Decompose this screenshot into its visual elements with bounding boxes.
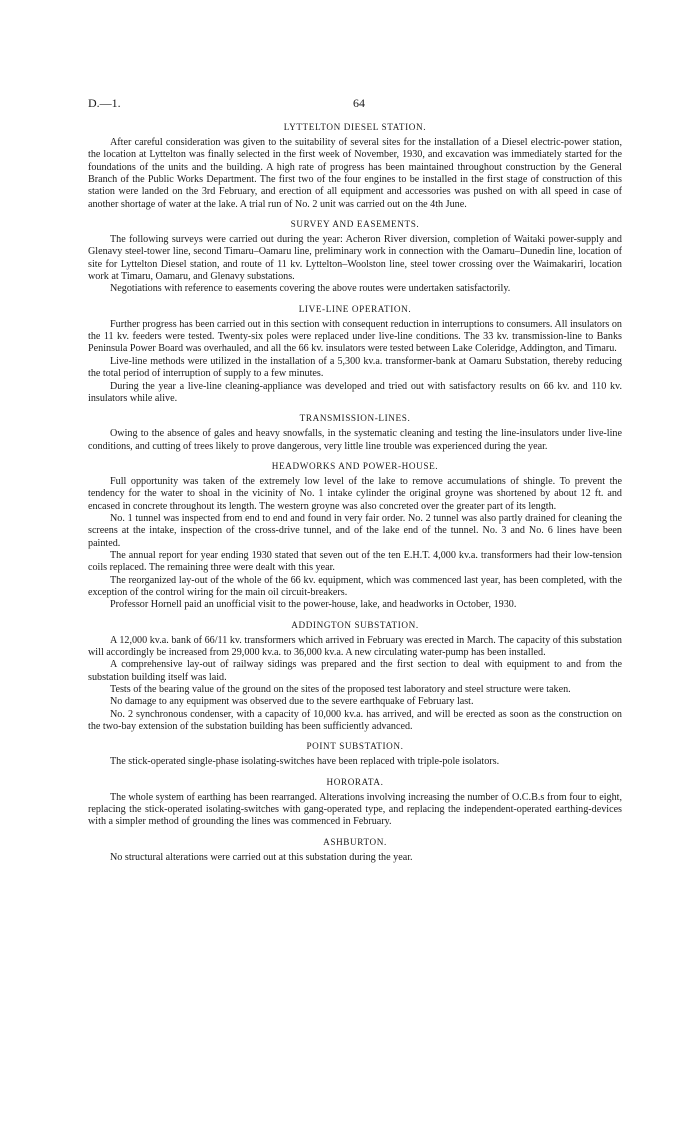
paragraph: No. 2 synchronous condenser, with a capacity of 10,000 kv.a. has arrived, and will be erected as soon as the construction on the two-bay extension of the substation building has been sufficiently advanced.: [88, 708, 622, 733]
document-page: [88, 96, 622, 864]
section-heading: ADDINGTON SUBSTATION.: [291, 619, 419, 630]
section-survey-and-easements: [88, 218, 622, 296]
paragraph: Professor Hornell paid an unofficial visit to the power-house, lake, and headworks in October, 1930.: [110, 599, 517, 611]
section-hororata: [88, 776, 622, 829]
section-lyttelton-diesel-station: [88, 121, 622, 211]
paragraph: The following surveys were carried out during the year: Acheron River diversion, completion of Waitaki power-supply and Glenavy steel-tower line, second Timaru–Oamaru line, preliminary work in connection with the Oamaru–Dunedin line, location of site for Lyttelton Diesel station, and route of 11 kv. Lyttelton–Woolston line, steel tower crossing over the Waimakariri, location work at Timaru, Oamaru, and Glenavy substations.: [88, 234, 622, 283]
section-heading: LYTTELTON DIESEL STATION.: [283, 122, 427, 132]
section-ashburton: [88, 836, 622, 864]
section-heading: HORORATA.: [326, 776, 384, 787]
document-reference: D.—1.: [88, 96, 121, 110]
section-headworks-and-power-house: [88, 460, 622, 612]
paragraph: After careful consideration was given to the suitability of several sites for the installation of a Diesel electric-power station, the location at Lyttelton was finally selected in the first week of November, 1930, and excavation was immediately started for the foundations of the units and the building. A high rate of progress has been maintained throughout construction by the General Branch of the Public Works Department. The first two of the four engines to be installed in the first stage of construction of this station were landed on the 3rd February, and erection of all equipment and accessories was pushed on with all speed in case of another shortage of water at the lake. A trial run of No. 2 unit was carried out on the 4th June.: [88, 137, 622, 210]
paragraph: The stick-operated single-phase isolating-switches have been replaced with triple-pole isolators.: [110, 756, 500, 768]
page-header: [88, 96, 622, 114]
section-heading: SURVEY AND EASEMENTS.: [290, 219, 420, 230]
section-point-substation: [88, 740, 622, 768]
section-heading: ASHBURTON.: [323, 836, 387, 847]
paragraph: The annual report for year ending 1930 stated that seven out of the ten E.H.T. 4,000 kv.a. transformers had their low-tension coils replaced. The remaining three were dealt with this year.: [88, 549, 622, 574]
paragraph: Owing to the absence of gales and heavy snowfalls, in the systematic cleaning and testing the line-insulators under live-line conditions, and cutting of trees likely to prove dangerous, very little line trouble was experienced during the year.: [88, 428, 622, 452]
paragraph: Full opportunity was taken of the extremely low level of the lake to remove accumulations of shingle. To prevent the tendency for the water to shoal in the vicinity of No. 1 intake cylinder the original groyne was shortened by about 12 ft. and encased in concrete throughout its length. The western groyne was also concreted over the greater part of its length.: [88, 475, 622, 512]
paragraph: Further progress has been carried out in this section with consequent reduction in interruptions to consumers. All insulators on the 11 kv. feeders were tested. Twenty-six poles were replaced under live-line conditions. The 33 kv. transmission-line to Banks Peninsula Power Board was overhauled, and all the 66 kv. insulators were tested between Lake Coleridge, Addington, and Timaru.: [88, 318, 622, 355]
paragraph: No damage to any equipment was observed due to the severe earthquake of February last.: [110, 696, 474, 708]
section-addington-substation: [88, 619, 622, 734]
section-heading: HEADWORKS AND POWER-HOUSE.: [271, 460, 439, 471]
section-heading: LIVE-LINE OPERATION.: [298, 303, 412, 314]
paragraph: No. 1 tunnel was inspected from end to end and found in very fair order. No. 2 tunnel was also partly drained for cleaning the screens at the intake, inspection of the cross-drive tunnel, and of the lake end of the tunnel. No. 3 and No. 6 lines have been painted.: [88, 512, 622, 549]
section-heading: POINT SUBSTATION.: [306, 741, 404, 752]
paragraph: During the year a live-line cleaning-appliance was developed and tried out with satisfactory results on 66 kv. and 110 kv. insulators while alive.: [88, 380, 622, 404]
paragraph: A 12,000 kv.a. bank of 66/11 kv. transformers which arrived in February was erected in March. The capacity of this substation will accordingly be increased from 29,000 kv.a. to 36,000 kv.a. A new circulating water-pump has been installed.: [88, 634, 622, 658]
paragraph: A comprehensive lay-out of railway sidings was prepared and the first section to deal with equipment to and from the substation building itself was laid.: [88, 659, 622, 683]
section-transmission-lines: [88, 412, 622, 453]
paragraph: Live-line methods were utilized in the installation of a 5,300 kv.a. transformer-bank at Oamaru Substation, thereby reducing the total period of interruption of supply to a few minutes.: [88, 355, 622, 380]
section-heading: TRANSMISSION-LINES.: [299, 413, 411, 424]
paragraph: No structural alterations were carried out at this substation during the year.: [110, 851, 413, 863]
page-number: 64: [353, 96, 365, 110]
paragraph: The whole system of earthing has been rearranged. Alterations involving increasing the number of O.C.B.s from four to eight, replacing the stick-operated isolating-switches with gang-operated type, and replacing the independent-operated earthing-devices with a simpler method of grounding the lines was commenced in February.: [88, 791, 622, 828]
paragraph: The reorganized lay-out of the whole of the 66 kv. equipment, which was commenced last year, has been completed, with the exception of the control wiring for the main oil circuit-breakers.: [88, 574, 622, 598]
paragraph: Negotiations with reference to easements covering the above routes were undertaken satisfactorily.: [110, 283, 511, 295]
section-live-line-operation: [88, 303, 622, 405]
paragraph: Tests of the bearing value of the ground on the sites of the proposed test laboratory and steel structure were taken.: [110, 684, 571, 696]
